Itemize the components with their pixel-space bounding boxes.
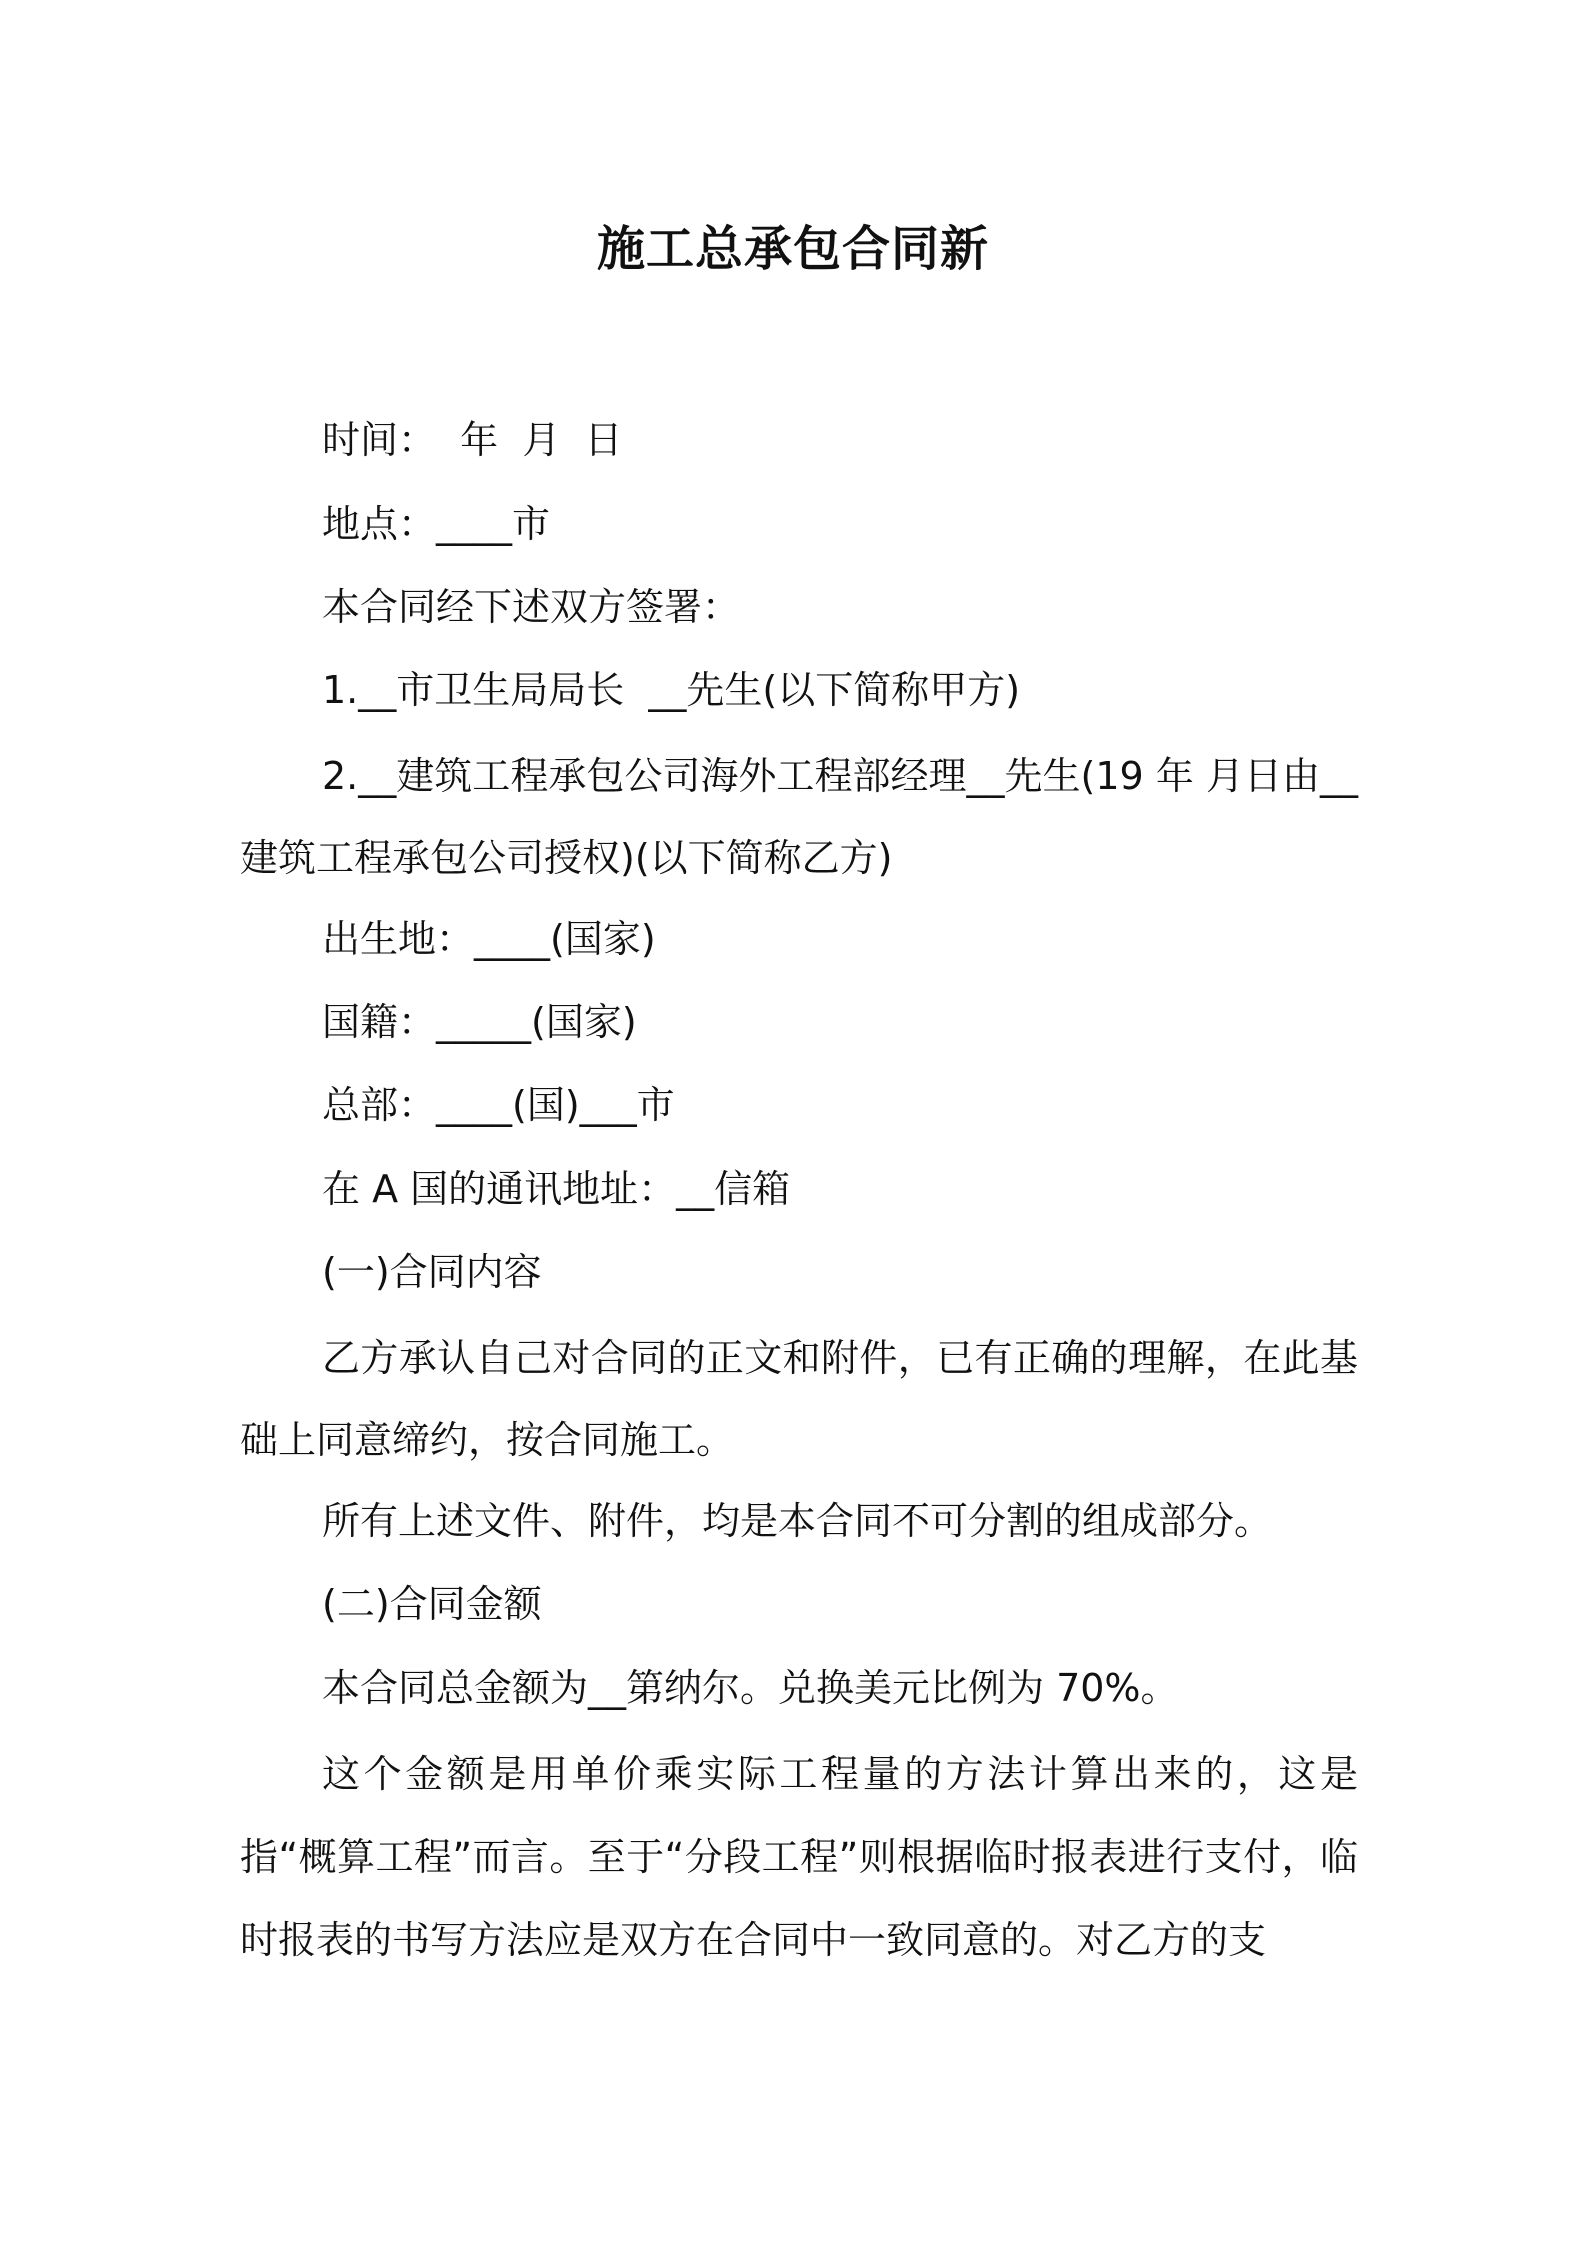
nationality-line: 国籍：_____(国家) bbox=[322, 1000, 637, 1044]
section-one-paragraph-2: 所有上述文件、附件，均是本合同不可分割的组成部分。 bbox=[322, 1499, 1273, 1543]
document-title: 施工总承包合同新 bbox=[596, 221, 989, 277]
section-two-calculation: 这个金额是用单价乘实际工程量的方法计算出来的，这是指“概算工程”而言。至于“分段工程”则根据临时报表进行支付，临时报表的书写方法应是双方在合同中一致同意的。对乙方的支 bbox=[240, 1752, 1358, 1962]
address-line: 在 A 国的通讯地址：__信箱 bbox=[322, 1167, 791, 1211]
contract-place: 地点：____市 bbox=[322, 502, 551, 546]
section-two-amount: 本合同总金额为__第纳尔。兑换美元比例为 70%。 bbox=[322, 1666, 1179, 1710]
section-two-heading: (二)合同金额 bbox=[322, 1582, 542, 1626]
contract-time: 时间： 年 月 日 bbox=[322, 418, 623, 462]
birthplace-line: 出生地：____(国家) bbox=[322, 917, 656, 961]
party-two: 2.__建筑工程承包公司海外工程部经理__先生(19 年 月日由__建筑工程承包公司授权)(以下简称乙方) bbox=[240, 754, 1358, 880]
section-one-paragraph: 乙方承认自己对合同的正文和附件，已有正确的理解，在此基础上同意缔约，按合同施工。 bbox=[240, 1336, 1358, 1462]
signing-intro: 本合同经下述双方签署： bbox=[322, 585, 741, 629]
party-one: 1.__市卫生局局长 __先生(以下简称甲方) bbox=[322, 668, 1021, 712]
headquarters-line: 总部：____(国)___市 bbox=[322, 1083, 675, 1127]
section-one-heading: (一)合同内容 bbox=[322, 1250, 542, 1294]
